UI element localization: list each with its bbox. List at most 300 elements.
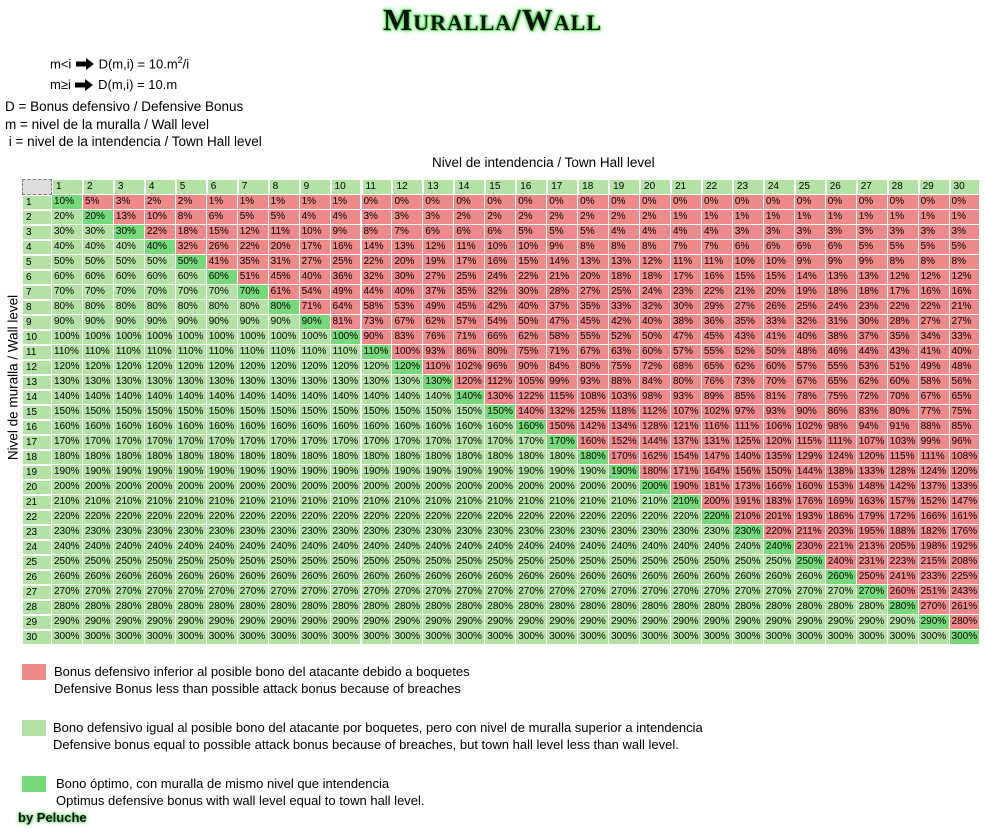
table-cell: 100% [392, 345, 423, 360]
table-cell: 17% [888, 285, 919, 300]
table-cell: 250% [547, 555, 578, 570]
legend-red-line-2: Defensive Bonus less than possible attack bonus because of breaches [54, 681, 461, 696]
table-cell: 2% [578, 210, 609, 225]
table-cell: 70% [52, 285, 83, 300]
table-cell: 8% [888, 255, 919, 270]
column-header: 25 [795, 179, 826, 195]
table-cell: 170% [176, 435, 207, 450]
legend-swatch-light-green [22, 720, 46, 736]
table-cell: 220% [207, 510, 238, 525]
table-cell: 280% [362, 600, 393, 615]
table-cell: 49% [919, 360, 950, 375]
table-cell: 210% [609, 495, 640, 510]
table-cell: 107% [671, 405, 702, 420]
table-cell: 280% [764, 600, 795, 615]
table-cell: 57% [671, 345, 702, 360]
table-cell: 220% [52, 510, 83, 525]
table-cell: 32% [640, 300, 671, 315]
table-cell: 166% [764, 480, 795, 495]
table-cell: 220% [176, 510, 207, 525]
table-cell: 75% [609, 360, 640, 375]
table-cell: 170% [392, 435, 423, 450]
table-cell: 30% [392, 270, 423, 285]
table-cell: 15% [207, 225, 238, 240]
table-cell: 68% [671, 360, 702, 375]
table-cell: 111% [919, 450, 950, 465]
column-header: 3 [114, 179, 145, 195]
table-cell: 75% [826, 390, 857, 405]
table-cell: 2% [145, 195, 176, 210]
table-cell: 12% [640, 255, 671, 270]
table-cell: 13% [609, 255, 640, 270]
table-cell: 200% [702, 495, 733, 510]
table-cell: 220% [671, 510, 702, 525]
table-cell: 160% [423, 420, 454, 435]
table-cell: 13% [392, 240, 423, 255]
table-cell: 24% [640, 285, 671, 300]
table-cell: 100% [300, 330, 331, 345]
table-cell: 80% [145, 300, 176, 315]
table-cell: 300% [362, 630, 393, 645]
table-cell: 110% [423, 360, 454, 375]
table-cell: 280% [207, 600, 238, 615]
row-header: 2 [22, 210, 52, 225]
table-cell: 44% [857, 345, 888, 360]
table-cell: 27% [578, 285, 609, 300]
table-cell: 20% [764, 285, 795, 300]
column-header: 24 [764, 179, 795, 195]
table-cell: 27% [733, 300, 764, 315]
table-cell: 96% [950, 435, 981, 450]
table-cell: 180% [331, 450, 362, 465]
table-cell: 150% [764, 465, 795, 480]
table-cell: 290% [176, 615, 207, 630]
table-cell: 0% [392, 195, 423, 210]
table-cell: 18% [857, 285, 888, 300]
table-cell: 8% [919, 255, 950, 270]
table-cell: 230% [423, 525, 454, 540]
table-cell: 280% [516, 600, 547, 615]
column-header: 22 [702, 179, 733, 195]
table-cell: 115% [795, 435, 826, 450]
table-cell: 60% [176, 270, 207, 285]
table-cell: 22% [516, 270, 547, 285]
table-cell: 12% [888, 270, 919, 285]
table-cell: 290% [516, 615, 547, 630]
table-cell: 55% [702, 345, 733, 360]
table-cell: 290% [207, 615, 238, 630]
table-cell: 35% [238, 255, 269, 270]
table-cell: 192% [950, 540, 981, 555]
table-cell: 60% [83, 270, 114, 285]
table-cell: 65% [950, 390, 981, 405]
table-cell: 171% [671, 465, 702, 480]
column-header: 10 [331, 179, 362, 195]
table-cell: 130% [145, 375, 176, 390]
table-cell: 5% [238, 210, 269, 225]
table-cell: 290% [919, 615, 950, 630]
table-cell: 138% [826, 465, 857, 480]
legend-red-line-1: Bonus defensivo inferior al posible bono del atacante debido a boquetes [54, 664, 470, 679]
table-cell: 270% [238, 585, 269, 600]
y-axis-label: Nivel de muralla / Wall level [5, 294, 21, 461]
table-cell: 22% [145, 225, 176, 240]
table-cell: 5% [919, 240, 950, 255]
table-cell: 90% [145, 315, 176, 330]
row-header: 20 [22, 480, 52, 495]
table-cell: 91% [888, 420, 919, 435]
table-cell: 280% [733, 600, 764, 615]
table-cell: 240% [52, 540, 83, 555]
table-cell: 260% [176, 570, 207, 585]
table-cell: 140% [207, 390, 238, 405]
table-cell: 5% [950, 240, 981, 255]
table-cell: 150% [207, 405, 238, 420]
table-cell: 140% [83, 390, 114, 405]
table-cell: 210% [207, 495, 238, 510]
table-cell: 210% [83, 495, 114, 510]
table-cell: 124% [919, 465, 950, 480]
table-cell: 23% [857, 300, 888, 315]
table-cell: 200% [331, 480, 362, 495]
table-cell: 300% [269, 630, 300, 645]
table-cell: 240% [671, 540, 702, 555]
legend-green-text [56, 775, 425, 809]
table-cell: 17% [671, 270, 702, 285]
table-cell: 125% [733, 435, 764, 450]
table-cell: 150% [423, 405, 454, 420]
row-header: 25 [22, 555, 52, 570]
table-cell: 30% [83, 225, 114, 240]
table-cell: 49% [423, 300, 454, 315]
table-cell: 62% [857, 375, 888, 390]
table-cell: 170% [485, 435, 516, 450]
table-cell: 200% [269, 480, 300, 495]
table-cell: 250% [764, 555, 795, 570]
table-cell: 230% [83, 525, 114, 540]
table-cell: 170% [114, 435, 145, 450]
row-header: 30 [22, 630, 52, 645]
table-cell: 53% [857, 360, 888, 375]
table-cell: 1% [795, 210, 826, 225]
table-cell: 3% [423, 210, 454, 225]
table-cell: 200% [300, 480, 331, 495]
legend-light-green-line-2: Defensive bonus equal to possible attack bonus because of breaches, but town hall level less than wall level. [53, 737, 679, 752]
table-cell: 30% [52, 225, 83, 240]
table-cell: 250% [578, 555, 609, 570]
formula-2 [50, 77, 177, 94]
table-cell: 300% [950, 630, 981, 645]
table-cell: 180% [300, 450, 331, 465]
row-header: 23 [22, 525, 52, 540]
table-cell: 300% [578, 630, 609, 645]
table-cell: 270% [826, 585, 857, 600]
table-cell: 21% [950, 300, 981, 315]
table-cell: 230% [52, 525, 83, 540]
table-cell: 90% [83, 315, 114, 330]
table-cell: 14% [362, 240, 393, 255]
row-header: 4 [22, 240, 52, 255]
row-header: 12 [22, 360, 52, 375]
table-cell: 0% [764, 195, 795, 210]
table-cell: 230% [176, 525, 207, 540]
table-cell: 40% [145, 240, 176, 255]
table-cell: 130% [392, 375, 423, 390]
table-cell: 280% [114, 600, 145, 615]
table-cell: 33% [950, 330, 981, 345]
row-header: 5 [22, 255, 52, 270]
table-cell: 270% [454, 585, 485, 600]
table-cell: 230% [516, 525, 547, 540]
table-cell: 152% [609, 435, 640, 450]
table-cell: 18% [640, 270, 671, 285]
column-header: 4 [145, 179, 176, 195]
table-cell: 6% [826, 240, 857, 255]
table-cell: 44% [362, 285, 393, 300]
row-header: 28 [22, 600, 52, 615]
row-header: 1 [22, 195, 52, 210]
table-cell: 290% [547, 615, 578, 630]
table-cell: 220% [764, 525, 795, 540]
table-cell: 90% [362, 330, 393, 345]
column-header: 20 [640, 179, 671, 195]
table-cell: 9% [547, 240, 578, 255]
table-cell: 213% [857, 540, 888, 555]
table-cell: 94% [857, 420, 888, 435]
table-cell: 280% [145, 600, 176, 615]
table-cell: 48% [950, 360, 981, 375]
table-cell: 60% [145, 270, 176, 285]
row-header: 13 [22, 375, 52, 390]
table-cell: 200% [547, 480, 578, 495]
row-header: 6 [22, 270, 52, 285]
table-cell: 270% [52, 585, 83, 600]
table-cell: 1% [857, 210, 888, 225]
table-cell: 2% [485, 210, 516, 225]
table-cell: 110% [176, 345, 207, 360]
legend-swatch-red [22, 664, 46, 680]
table-cell: 260% [454, 570, 485, 585]
table-cell: 4% [702, 225, 733, 240]
table-cell: 193% [795, 510, 826, 525]
table-cell: 110% [52, 345, 83, 360]
definition-d: D = Bonus defensivo / Defensive Bonus [5, 99, 244, 114]
table-cell: 180% [238, 450, 269, 465]
column-header: 19 [609, 179, 640, 195]
table-cell: 45% [702, 330, 733, 345]
table-cell: 40% [640, 315, 671, 330]
row-header: 22 [22, 510, 52, 525]
table-cell: 280% [83, 600, 114, 615]
table-cell: 200% [83, 480, 114, 495]
table-cell: 10% [764, 255, 795, 270]
table-cell: 16% [331, 240, 362, 255]
table-cell: 72% [857, 390, 888, 405]
table-cell: 34% [919, 330, 950, 345]
table-cell: 47% [547, 315, 578, 330]
table-cell: 6% [764, 240, 795, 255]
table-cell: 250% [52, 555, 83, 570]
table-cell: 35% [454, 285, 485, 300]
table-cell: 12% [238, 225, 269, 240]
row-header: 3 [22, 225, 52, 240]
table-cell: 70% [764, 375, 795, 390]
table-cell: 131% [702, 435, 733, 450]
table-cell: 0% [485, 195, 516, 210]
table-cell: 190% [392, 465, 423, 480]
table-cell: 150% [331, 405, 362, 420]
table-cell: 103% [609, 390, 640, 405]
table-cell: 35% [888, 330, 919, 345]
table-cell: 270% [795, 585, 826, 600]
table-cell: 20% [52, 210, 83, 225]
table-cell: 41% [919, 345, 950, 360]
row-header: 18 [22, 450, 52, 465]
table-cell: 32% [176, 240, 207, 255]
table-cell: 86% [826, 405, 857, 420]
table-cell: 16% [950, 285, 981, 300]
table-cell: 172% [888, 510, 919, 525]
table-cell: 3% [919, 225, 950, 240]
table-cell: 270% [578, 585, 609, 600]
table-cell: 2% [516, 210, 547, 225]
table-cell: 70% [145, 285, 176, 300]
table-cell: 240% [392, 540, 423, 555]
table-cell: 76% [702, 375, 733, 390]
table-cell: 144% [640, 435, 671, 450]
table-cell: 11% [702, 255, 733, 270]
table-cell: 250% [83, 555, 114, 570]
table-cell: 210% [331, 495, 362, 510]
table-cell: 261% [950, 600, 981, 615]
table-cell: 300% [114, 630, 145, 645]
table-cell: 12% [423, 240, 454, 255]
table-cell: 150% [454, 405, 485, 420]
table-cell: 80% [207, 300, 238, 315]
table-cell: 56% [950, 375, 981, 390]
table-cell: 240% [269, 540, 300, 555]
legend-light-green-text [53, 719, 703, 753]
table-cell: 170% [362, 435, 393, 450]
table-cell: 166% [919, 510, 950, 525]
table-cell: 250% [114, 555, 145, 570]
table-cell: 0% [950, 195, 981, 210]
row-header: 16 [22, 420, 52, 435]
table-cell: 6% [207, 210, 238, 225]
table-cell: 180% [485, 450, 516, 465]
table-cell: 90% [269, 315, 300, 330]
table-cell: 19% [795, 285, 826, 300]
table-cell: 280% [578, 600, 609, 615]
table-cell: 98% [640, 390, 671, 405]
table-cell: 80% [485, 345, 516, 360]
table-cell: 180% [114, 450, 145, 465]
table-cell: 300% [300, 630, 331, 645]
table-cell: 250% [733, 555, 764, 570]
table-cell: 120% [145, 360, 176, 375]
table-cell: 67% [919, 390, 950, 405]
table-cell: 230% [795, 540, 826, 555]
table-cell: 1% [207, 195, 238, 210]
column-header: 28 [888, 179, 919, 195]
table-cell: 105% [516, 375, 547, 390]
table-cell: 290% [733, 615, 764, 630]
table-cell: 190% [671, 480, 702, 495]
table-cell: 13% [826, 270, 857, 285]
table-cell: 250% [702, 555, 733, 570]
table-cell: 290% [300, 615, 331, 630]
table-cell: 190% [52, 465, 83, 480]
table-cell: 260% [609, 570, 640, 585]
table-cell: 290% [485, 615, 516, 630]
table-cell: 220% [238, 510, 269, 525]
table-cell: 290% [83, 615, 114, 630]
table-cell: 190% [454, 465, 485, 480]
table-cell: 51% [888, 360, 919, 375]
table-cell: 300% [764, 630, 795, 645]
table-cell: 210% [454, 495, 485, 510]
table-cell: 140% [176, 390, 207, 405]
table-cell: 88% [919, 420, 950, 435]
table-cell: 80% [114, 300, 145, 315]
table-cell: 0% [733, 195, 764, 210]
table-cell: 90% [516, 360, 547, 375]
table-cell: 71% [454, 330, 485, 345]
table-cell: 120% [83, 360, 114, 375]
table-cell: 41% [207, 255, 238, 270]
table-cell: 230% [362, 525, 393, 540]
table-cell: 60% [640, 345, 671, 360]
table-cell: 90% [176, 315, 207, 330]
table-cell: 260% [795, 570, 826, 585]
table-cell: 150% [362, 405, 393, 420]
table-cell: 130% [269, 375, 300, 390]
table-cell: 250% [454, 555, 485, 570]
table-cell: 190% [269, 465, 300, 480]
table-cell: 83% [392, 330, 423, 345]
table-cell: 200% [52, 480, 83, 495]
table-cell: 9% [331, 225, 362, 240]
table-cell: 40% [114, 240, 145, 255]
table-cell: 195% [857, 525, 888, 540]
table-cell: 63% [609, 345, 640, 360]
table-cell: 160% [300, 420, 331, 435]
row-header: 9 [22, 315, 52, 330]
formula-1-expression: D(m,i) = 10.m [98, 56, 178, 72]
table-cell: 140% [331, 390, 362, 405]
table-cell: 280% [331, 600, 362, 615]
table-cell: 13% [857, 270, 888, 285]
table-cell: 230% [485, 525, 516, 540]
table-cell: 240% [733, 540, 764, 555]
table-cell: 100% [238, 330, 269, 345]
table-cell: 280% [640, 600, 671, 615]
table-cell: 40% [950, 345, 981, 360]
table-cell: 190% [114, 465, 145, 480]
table-cell: 4% [671, 225, 702, 240]
table-cell: 223% [888, 555, 919, 570]
column-header: 23 [733, 179, 764, 195]
table-cell: 11% [454, 240, 485, 255]
table-cell: 130% [207, 375, 238, 390]
table-cell: 43% [888, 345, 919, 360]
table-cell: 80% [176, 300, 207, 315]
table-cell: 260% [145, 570, 176, 585]
table-cell: 210% [52, 495, 83, 510]
table-cell: 0% [671, 195, 702, 210]
table-cell: 0% [516, 195, 547, 210]
table-cell: 300% [919, 630, 950, 645]
